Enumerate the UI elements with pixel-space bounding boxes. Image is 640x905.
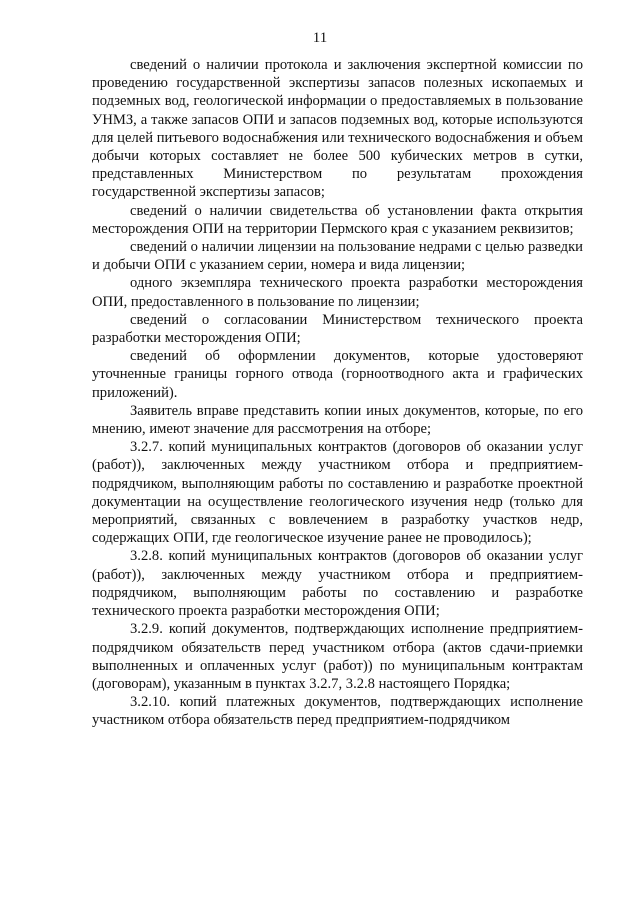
document-body (92, 56, 583, 730)
page-number: 11 (312, 30, 328, 46)
paragraph-protocol-expertise: сведений о наличии протокола и заключения экспертной комиссии по проведению государственной экспертизы запасов полезных ископаемых и подземных вод, геологической информации о предоставляемых в пользование УНМЗ, а также запасов ОПИ и запасов подземных вод, которые используются для целей питьевого водоснабжения или технического водоснабжения и объем добычи которых составляет не более 500 кубических метров в сутки, представленных Министерством по результатам прохождения государственной экспертизы запасов; (92, 57, 583, 201)
paragraph-3-2-10: 3.2.10. копий платежных документов, подтверждающих исполнение участником отбора обязательств перед предприятием-подрядчиком (92, 694, 583, 729)
paragraph-technical-project-copy: одного экземпляра технического проекта разработки месторождения ОПИ, предоставленного в пользование по лицензии; (92, 275, 583, 310)
paragraph-discovery-certificate: сведений о наличии свидетельства об установлении факта открытия месторождения ОПИ на территории Пермского края с указанием реквизитов; (92, 202, 583, 237)
paragraph-mining-allotment: сведений об оформлении документов, которые удостоверяют уточненные границы горного отвода (горноотводного акта и графических приложений). (92, 348, 583, 401)
paragraph-subsoil-license: сведений о наличии лицензии на пользование недрами с целью разведки и добычи ОПИ с указанием серии, номера и вида лицензии; (92, 239, 583, 274)
paragraph-project-approval: сведений о согласовании Министерством технического проекта разработки месторождения ОПИ; (92, 311, 583, 347)
paragraph-3-2-8: 3.2.8. копий муниципальных контрактов (договоров об оказании услуг (работ)), заключенных между участником отбора и предприятием-подрядчиком, выполняющим работы по составлению и разработке технического проекта разработки месторождения ОПИ; (92, 548, 583, 620)
paragraph-3-2-9: 3.2.9. копий документов, подтверждающих исполнение предприятием-подрядчиком обязательств перед участником отбора (актов сдачи-приемки выполненных и оплаченных услуг (работ)) по муниципальным контрактам (договорам), указанным в пунктах 3.2.7, 3.2.8 настоящего Порядка; (92, 621, 583, 692)
paragraph-3-2-7: 3.2.7. копий муниципальных контрактов (договоров об оказании услуг (работ)), заключенных между участником отбора и предприятием-подрядчиком, выполняющим работы по составлению и разработке проектной документации на осуществление геологического изучения недр (только для мероприятий, связанных с вовлечением в разработку участков недр, содержащих ОПИ, где геологическое изучение ранее не проводилось); (92, 439, 583, 547)
paragraph-applicant-right: Заявитель вправе представить копии иных документов, которые, по его мнению, имеют значение для рассмотрения на отборе; (92, 402, 583, 438)
